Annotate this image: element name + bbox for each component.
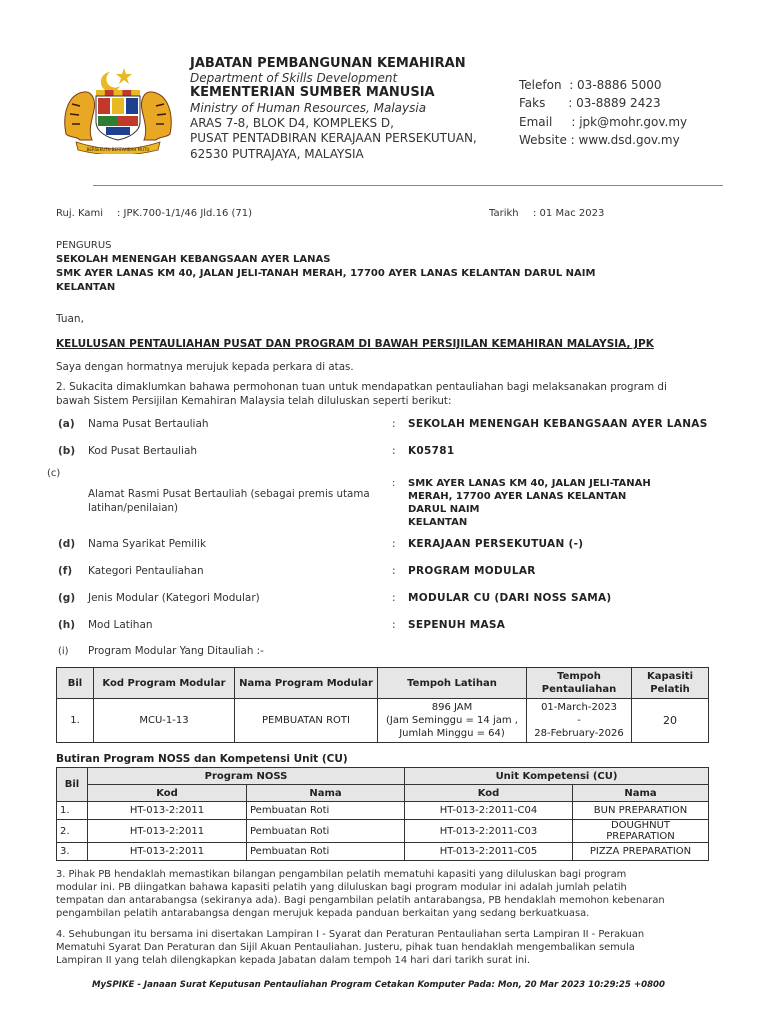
paragraph-4-line-1: 4. Sehubungan itu bersama ini disertakan Lampiran I - Syarat dan Peraturan Pentauliahan serta Lampiran II - Perakuan	[56, 929, 645, 940]
table-row	[57, 820, 709, 843]
col-cu-nama: Nama	[573, 785, 709, 802]
header-kapasiti-line-2: Pelatih	[650, 684, 690, 695]
cell-kapasiti: 20	[632, 699, 709, 743]
item-label: (d)	[58, 538, 76, 550]
col-program-noss: Program NOSS	[88, 768, 405, 785]
cell-bil: 3.	[57, 843, 88, 861]
item-c-value-3: DARUL NAIM	[408, 504, 480, 515]
cell-nama: Pembuatan Roti	[247, 802, 405, 820]
paragraph-4-line-3: Lampiran II yang telah dilengkapkan kepada Jabatan dalam tempoh 14 hari dari tarikh surat ini.	[56, 955, 531, 966]
cell-nama: PEMBUATAN ROTI	[235, 699, 378, 743]
item-colon: :	[392, 565, 396, 577]
cell-cu-kod: HT-013-2:2011-C04	[405, 802, 573, 820]
col-bil: Bil	[57, 768, 88, 802]
item-colon: :	[392, 538, 396, 550]
cell-tempoh-pentauliahan	[527, 699, 632, 743]
cell-bil: 1.	[57, 802, 88, 820]
item-value: K05781	[408, 445, 455, 457]
ref-value: : JPK.700-1/1/46 Jld.16 (71)	[117, 208, 253, 219]
noss-title: Butiran Program NOSS dan Kompetensi Unit (CU)	[56, 753, 348, 765]
cell-kod: MCU-1-13	[94, 699, 235, 743]
item-desc: Nama Syarikat Pemilik	[88, 538, 207, 550]
crescent-icon	[101, 72, 120, 92]
item-c-desc-2: latihan/penilaian)	[88, 502, 179, 514]
item-desc: Jenis Modular (Kategori Modular)	[88, 592, 260, 604]
item-c-value-2: MERAH, 17700 AYER LANAS KELANTAN	[408, 491, 627, 502]
col-nama-program: Nama Program Modular	[235, 668, 378, 699]
item-desc: Kod Pusat Bertauliah	[88, 445, 198, 457]
col-kod-program: Kod Program Modular	[94, 668, 235, 699]
noss-table	[56, 767, 709, 861]
latihan-line-2: (Jam Seminggu = 14 jam ,	[386, 715, 518, 726]
paragraph-3-line-3: tempatan dan antarabangsa (sekiranya ada). Bagi pengambilan pelatih antarabangsa, PB hendaklah memohon kebenaran	[56, 895, 665, 906]
cell-bil: 2.	[57, 820, 88, 843]
col-tempoh-pentauliahan	[527, 668, 632, 699]
paragraph-4-line-2: Mematuhi Syarat Dan Peraturan dan Sijil Akuan Pentauliahan. Justeru, pihak tuan hendaklah mengembalikan semula	[56, 942, 635, 953]
address-line-2: PUSAT PENTADBIRAN KERAJAAN PERSEKUTUAN,	[190, 131, 477, 145]
program-table-header	[57, 668, 709, 699]
item-desc: Mod Latihan	[88, 619, 153, 631]
item-c-colon: :	[392, 478, 396, 489]
salutation: Tuan,	[56, 313, 84, 325]
header-divider	[93, 185, 723, 186]
col-tempoh-latihan: Tempoh Latihan	[378, 668, 527, 699]
cell-cu-nama: DOUGHNUT PREPARATION	[573, 820, 709, 843]
star-icon	[116, 68, 132, 84]
cell-kod: HT-013-2:2011	[88, 820, 247, 843]
tempoh-line-1: 01-March-2023	[541, 702, 617, 713]
program-table	[56, 667, 709, 743]
item-i-desc: Program Modular Yang Ditauliah :-	[88, 645, 264, 657]
address-line-1: ARAS 7-8, BLOK D4, KOMPLEKS D,	[190, 116, 394, 130]
ministry-name-en: Ministry of Human Resources, Malaysia	[190, 101, 427, 115]
contact-email[interactable]: Email : jpk@mohr.gov.my	[519, 115, 688, 129]
item-colon: :	[392, 445, 396, 457]
cell-kod: HT-013-2:2011	[88, 843, 247, 861]
cell-nama: Pembuatan Roti	[247, 843, 405, 861]
cell-bil: 1.	[57, 699, 94, 743]
recipient-address-1: SMK AYER LANAS KM 40, JALAN JELI-TANAH MERAH, 17700 AYER LANAS KELANTAN DARUL NAIM	[56, 268, 596, 279]
item-desc: Kategori Pentauliahan	[88, 565, 204, 577]
header-kapasiti-line-1: Kapasiti	[647, 671, 693, 682]
col-nama: Nama	[247, 785, 405, 802]
item-i-label: (i)	[58, 646, 69, 657]
table-row	[57, 843, 709, 861]
noss-header-1	[57, 768, 709, 785]
item-value: SEKOLAH MENENGAH KEBANGSAAN AYER LANAS	[408, 418, 708, 430]
paragraph-2-line-1: 2. Sukacita dimaklumkan bahawa permohonan tuan untuk mendapatkan pentauliahan bagi melaksanakan program di	[56, 381, 667, 393]
motto-text: BERSEKUTU BERTAMBAH MUTU	[86, 147, 150, 152]
cell-nama: Pembuatan Roti	[247, 820, 405, 843]
recipient-address-2: KELANTAN	[56, 282, 116, 293]
paragraph-3-line-1: 3. Pihak PB hendaklah memastikan bilangan pengambilan pelatih mematuhi kapasiti yang diluluskan bagi program	[56, 869, 627, 880]
latihan-line-1: 896 JAM	[431, 702, 473, 713]
subject-heading: KELULUSAN PENTAULIAHAN PUSAT DAN PROGRAM DI BAWAH PERSIJILAN KEMAHIRAN MALAYSIA, JPK	[56, 338, 654, 350]
left-tiger-icon	[65, 92, 95, 140]
paragraph-3-line-4: pengambilan pelatih antarabangsa dengan merujuk kepada panduan berkaitan yang sedang berkuatkuasa.	[56, 908, 590, 919]
latihan-line-3: Jumlah Minggu = 64)	[399, 728, 505, 739]
contact-website[interactable]: Website : www.dsd.gov.my	[519, 133, 680, 147]
cell-tempoh-latihan	[378, 699, 527, 743]
paragraph-2-line-2: bawah Sistem Persijilan Kemahiran Malaysia telah diluluskan seperti berikut:	[56, 395, 452, 407]
cell-cu-kod: HT-013-2:2011-C03	[405, 820, 573, 843]
cell-cu-nama: BUN PREPARATION	[573, 802, 709, 820]
item-label: (h)	[58, 619, 76, 631]
tempoh-line-3: 28-February-2026	[534, 728, 624, 739]
ministry-name: KEMENTERIAN SUMBER MANUSIA	[190, 85, 435, 100]
item-label: (b)	[58, 445, 76, 457]
org-name: JABATAN PEMBANGUNAN KEMAHIRAN	[190, 56, 466, 71]
col-bil: Bil	[57, 668, 94, 699]
cell-cu-kod: HT-013-2:2011-C05	[405, 843, 573, 861]
item-label: (a)	[58, 418, 75, 430]
cell-cu-nama: PIZZA PREPARATION	[573, 843, 709, 861]
print-footer: MySPIKE - Janaan Surat Keputusan Pentauliahan Program Cetakan Komputer Pada: Mon, 20 Mar 2023 10:29:25 +0800	[92, 980, 666, 990]
header-tempoh-line-2: Pentauliahan	[541, 684, 617, 695]
table-row	[57, 699, 709, 743]
noss-header-2	[57, 785, 709, 802]
recipient-name: SEKOLAH MENENGAH KEBANGSAAN AYER LANAS	[56, 254, 331, 265]
item-c-value-4: KELANTAN	[408, 517, 468, 528]
paragraph-1: Saya dengan hormatnya merujuk kepada perkara di atas.	[56, 361, 354, 373]
item-colon: :	[392, 619, 396, 631]
header-tempoh-line-1: Tempoh	[557, 671, 601, 682]
recipient-title: PENGURUS	[56, 240, 112, 251]
item-value: MODULAR CU (DARI NOSS SAMA)	[408, 592, 612, 604]
paragraph-3-line-2: modular ini. PB diingatkan bahawa kapasiti pelatih yang diluluskan bagi program modular ini adalah jumlah pelatih	[56, 882, 627, 893]
date-label: Tarikh	[489, 208, 519, 219]
item-label: (g)	[58, 592, 76, 604]
org-name-en: Department of Skills Development	[190, 71, 398, 85]
address-line-3: 62530 PUTRAJAYA, MALAYSIA	[190, 147, 364, 161]
coat-of-arms-logo	[58, 64, 178, 154]
item-colon: :	[392, 592, 396, 604]
item-c-value-1: SMK AYER LANAS KM 40, JALAN JELI-TANAH	[408, 478, 651, 489]
contact-faks: Faks : 03-8889 2423	[519, 96, 661, 110]
item-c-desc-1: Alamat Rasmi Pusat Bertauliah (sebagai premis utama	[88, 488, 370, 500]
item-desc: Nama Pusat Bertauliah	[88, 418, 209, 430]
col-kapasiti-pelatih	[632, 668, 709, 699]
item-value: SEPENUH MASA	[408, 619, 506, 631]
cell-kod: HT-013-2:2011	[88, 802, 247, 820]
table-row	[57, 802, 709, 820]
item-value: PROGRAM MODULAR	[408, 565, 536, 577]
item-value: KERAJAAN PERSEKUTUAN (-)	[408, 538, 584, 550]
contact-telefon: Telefon : 03-8886 5000	[519, 78, 662, 92]
col-kod: Kod	[88, 785, 247, 802]
col-cu-kod: Kod	[405, 785, 573, 802]
item-label: (f)	[58, 565, 73, 577]
item-c-label: (c)	[47, 468, 61, 479]
tempoh-line-2: -	[577, 715, 581, 726]
item-colon: :	[392, 418, 396, 430]
col-unit-kompetensi: Unit Kompetensi (CU)	[405, 768, 709, 785]
date-value: : 01 Mac 2023	[533, 208, 605, 219]
right-tiger-icon	[141, 92, 171, 140]
ref-label: Ruj. Kami	[56, 208, 104, 219]
